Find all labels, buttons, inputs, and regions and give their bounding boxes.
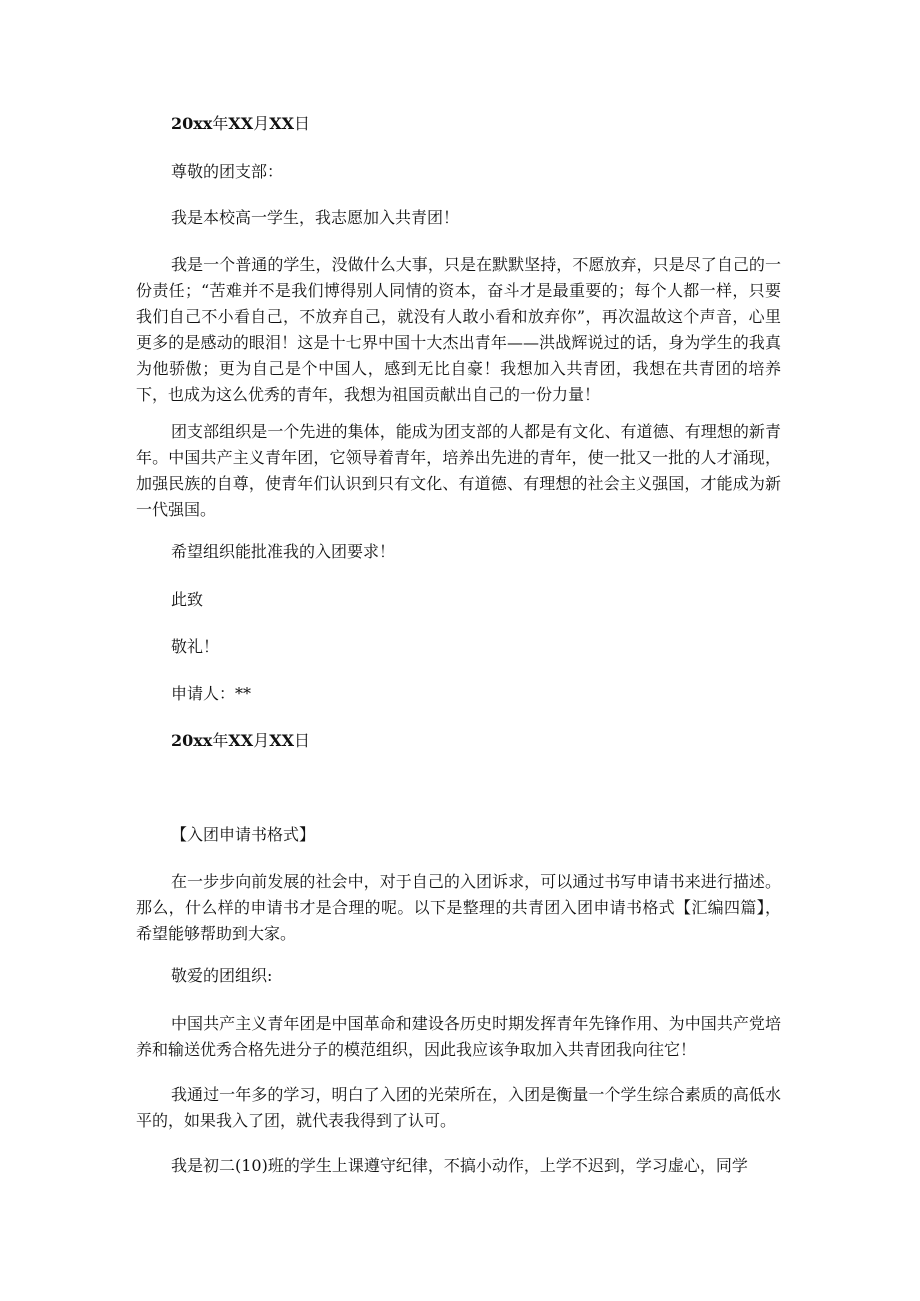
section2-paragraph-3: 我是初二(10)班的学生上课遵守纪律，不搞小动作，上学不迟到，学习虚心，同学	[171, 1156, 748, 1175]
letter1-closing-1: 此致	[171, 590, 204, 609]
letter1-hope: 希望组织能批准我的入团要求！	[171, 542, 396, 561]
letter1-date-top: 20xx年XX月XX日	[171, 114, 311, 133]
letter1-applicant: 申请人：**	[171, 684, 252, 703]
letter1-paragraph-2: 团支部组织是一个先进的集体，能成为团支部的人都是有文化、有道德、有理想的新青年。中国共产主义青年团，它领导着青年，培养出先进的青年，使一批又一批的人才涌现，加强民族的自尊，使青年们认识到只有文化、有道德、有理想的社会主义强国，才能成为新一代强国。	[136, 422, 781, 519]
section2-salutation: 敬爱的团组织:	[171, 966, 273, 985]
section2-intro: 在一步步向前发展的社会中，对于自己的入团诉求，可以通过书写申请书来进行描述。那么，什么样的申请书才是合理的呢。以下是整理的共青团入团申请书格式【汇编四篇】，希望能够帮助到大家。	[136, 872, 781, 943]
letter1-intro: 我是本校高一学生，我志愿加入共青团！	[171, 208, 460, 227]
section2-paragraph-2: 我通过一年多的学习，明白了入团的光荣所在，入团是衡量一个学生综合素质的高低水平的，如果我入了团，就代表我得到了认可。	[136, 1085, 781, 1130]
letter1-salutation: 尊敬的团支部：	[171, 162, 284, 181]
letter1-date-bottom: 20xx年XX月XX日	[171, 731, 311, 750]
section2-paragraph-1: 中国共产主义青年团是中国革命和建设各历史时期发挥青年先锋作用、为中国共产党培养和输送优秀合格先进分子的模范组织，因此我应该争取加入共青团我向往它！	[136, 1014, 781, 1059]
letter1-paragraph-1: 我是一个普通的学生，没做什么大事，只是在默默坚持，不愿放弃，只是尽了自己的一份责任；“苦难并不是我们博得别人同情的资本，奋斗才是最重要的；每个人都一样，只要我们自己不小看自己，不放弃自己，就没有人敢小看和放弃你”，再次温故这个声音，心里更多的是感动的眼泪！这是十七界中国十大杰出青年——洪战辉说过的话，身为学生的我真为他骄傲；更为自己是个中国人，感到无比自豪！我想加入共青团，我想在共青团的培养下，也成为这么优秀的青年，我想为祖国贡献出自己的一份力量！	[136, 255, 781, 404]
letter1-closing-2: 敬礼！	[171, 637, 220, 656]
section2-heading: 【入团申请书格式】	[171, 825, 316, 844]
